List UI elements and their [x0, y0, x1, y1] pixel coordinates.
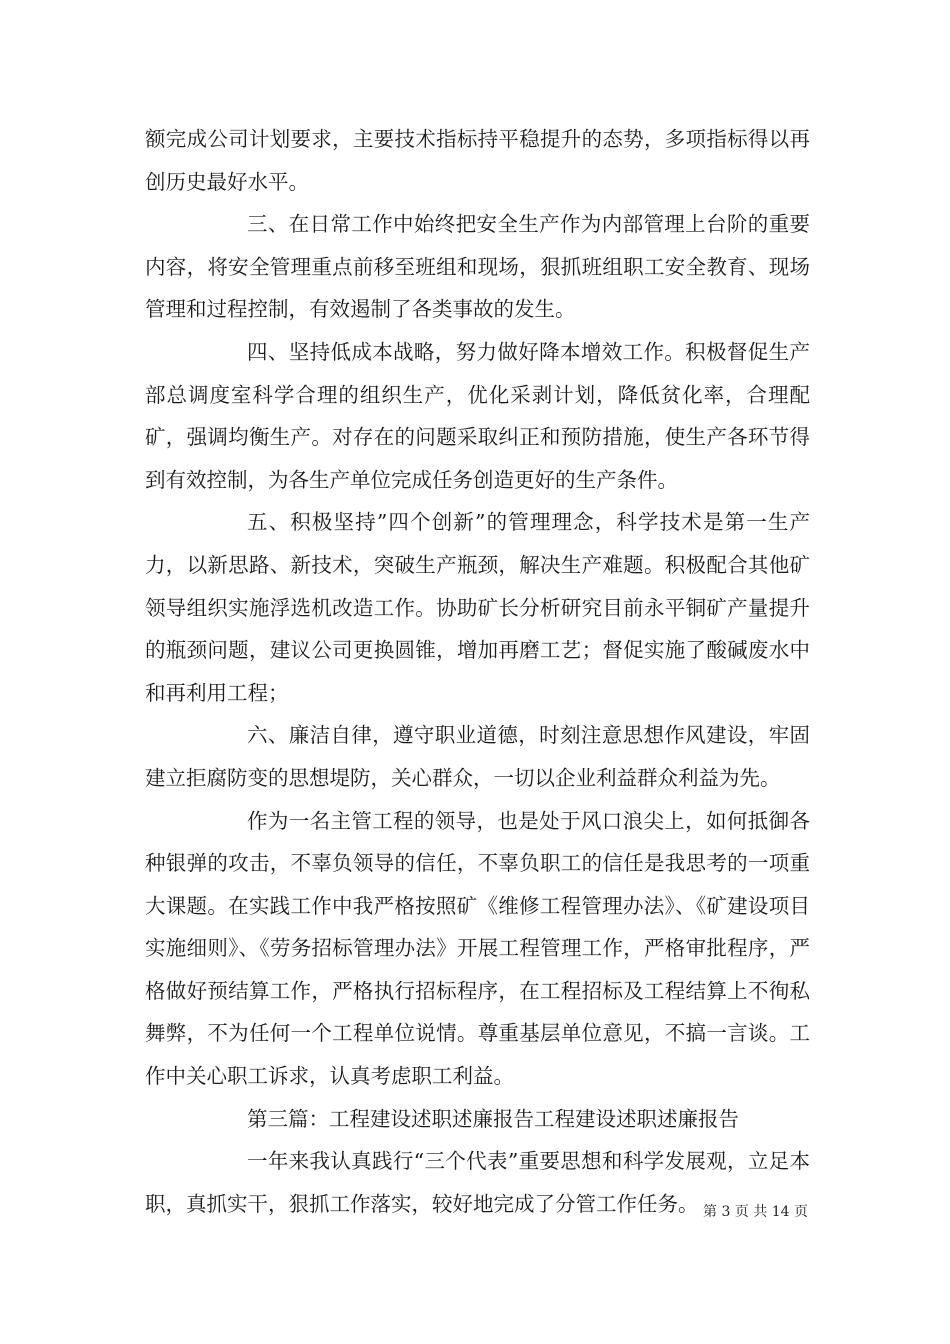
- paragraph-intro-part-three: 一年来我认真践行“三个代表”重要思想和科学发展观，立足本职，真抓实干，狠抓工作落实，较好地完成了分管工作任务。: [145, 1149, 810, 1216]
- paragraph-item-three: 三、在日常工作中始终把安全生产作为内部管理上台阶的重要内容，将安全管理重点前移至班组和现场，狠抓班组职工安全教育、现场管理和过程控制，有效遏制了各类事故的发生。: [145, 212, 810, 322]
- paragraph-engineering-duty: 作为一名主管工程的领导，也是处于风口浪尖上，如何抵御各种银弹的攻击，不辜负领导的信任，不辜负职工的信任是我思考的一项重大课题。在实践工作中我严格按照矿《维修工程管理办法》、《矿建设项目实施细则》、《劳务招标管理办法》开展工程管理工作，严格审批程序，严格做好预结算工作，严格执行招标程序，在工程招标及工程结算上不徇私舞弊，不为任何一个工程单位说情。尊重基层单位意见，不搞一言谈。工作中关心职工诉求，认真考虑职工利益。: [145, 808, 810, 1089]
- paragraph-item-four: 四、坚持低成本战略，努力做好降本增效工作。积极督促生产部总调度室科学合理的组织生产，优化采剥计划，降低贫化率，合理配矿，强调均衡生产。对存在的问题采取纠正和预防措施，使生产各环节得到有效控制，为各生产单位完成任务创造更好的生产条件。: [145, 339, 810, 492]
- paragraph-item-five: 五、积极坚持”四个创新”的管理理念，科学技术是第一生产力，以新思路、新技术，突破生产瓶颈，解决生产难题。积极配合其他矿领导组织实施浮选机改造工作。协助矿长分析研究目前永平铜矿产量提升的瓶颈问题，建议公司更换圆锥，增加再磨工艺；督促实施了酸碱废水中和再利用工程；: [145, 510, 810, 705]
- page-number-footer: 第 3 页 共 14 页: [703, 1204, 808, 1220]
- section-heading-part-three: 第三篇：工程建设述职述廉报告工程建设述职述廉报告: [247, 1106, 739, 1131]
- document-body: [145, 118, 810, 1225]
- paragraph-item-six: 六、廉洁自律，遵守职业道德，时刻注意思想作风建设，牢固建立拒腐防变的思想堤防，关心群众，一切以企业利益群众利益为先。: [145, 723, 810, 790]
- paragraph-continuation: 额完成公司计划要求，主要技术指标持平稳提升的态势，多项指标得以再创历史最好水平。: [145, 127, 810, 194]
